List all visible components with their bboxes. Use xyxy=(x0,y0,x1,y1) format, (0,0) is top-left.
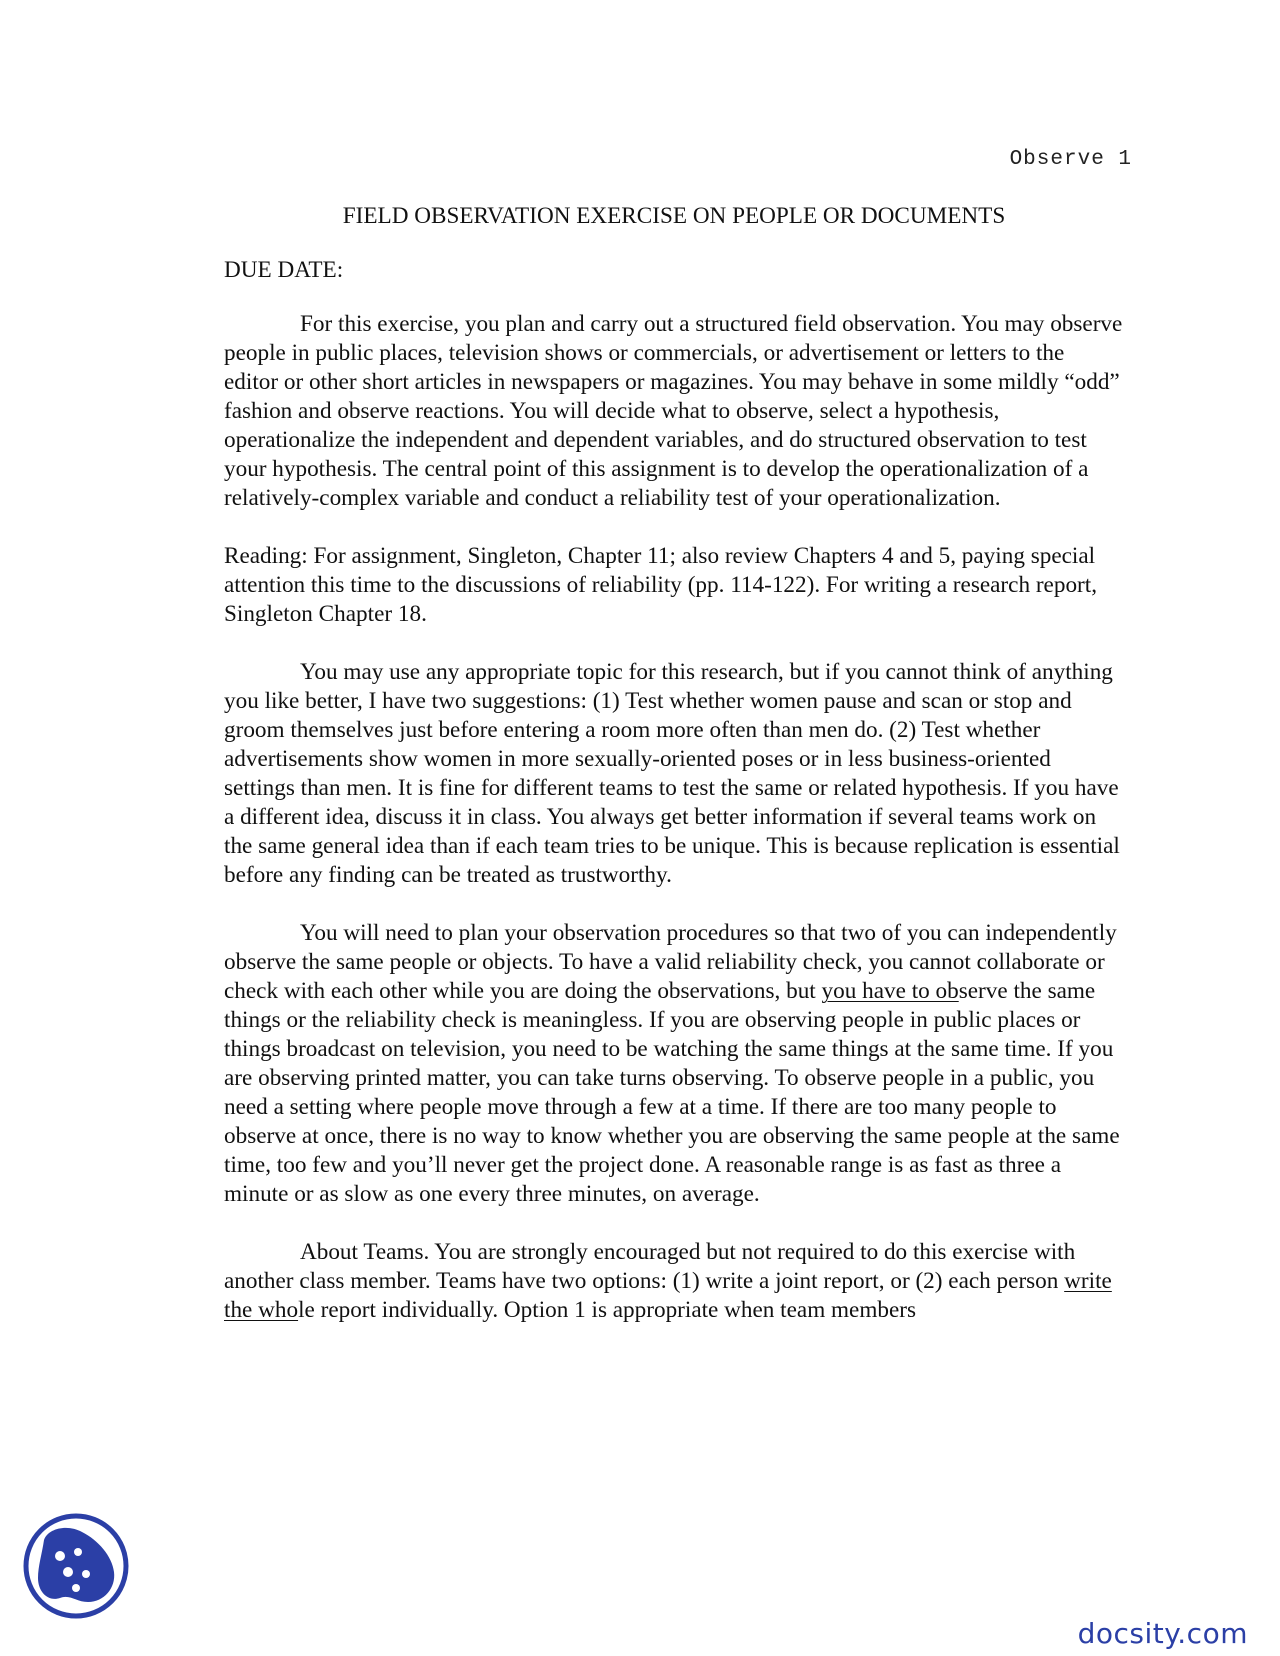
procedures-text-start: You will need to plan your observation procedures so that two of you can independently observe the same people or objects. To have a valid reliability check, you cannot collaborate or check with each other while you are doing the observations, but xyxy=(224,920,1117,1004)
document-title: FIELD OBSERVATION EXERCISE ON PEOPLE OR DOCUMENTS xyxy=(342,203,1006,229)
paragraph-intro: For this exercise, you plan and carry out a structured field observation. You may observe people in public places, television shows or commercials, or advertisement or letters to the editor or other short articles in newspapers or magazines. You may behave in some mildly “odd” fashion and observe reactions. You will decide what to observe, select a hypothesis, operationalize the independent and dependent variables, and do structured observation to test your hypothesis. The central point of this assignment is to develop the operationalization of a relatively-complex variable and conduct a reliability test of your operationalization. xyxy=(224,311,1123,511)
paragraph-topics: You may use any appropriate topic for this research, but if you cannot think of anything you like better, I have two suggestions: (1) Test whether women pause and scan or stop and groom themselves just before entering a room more often than men do. (2) Test whether advertisements show women in more sexually-oriented poses or in less business-oriented settings than men. It is fine for different teams to test the same or related hypothesis. If you have a different idea, discuss it in class. You always get better information if several teams work on the same general idea than if each team tries to be unique. This is because replication is essential before any finding can be treated as trustworthy. xyxy=(224,659,1120,888)
paragraph-procedures xyxy=(224,919,1124,1209)
procedures-text-end: serve the same things or the reliability check is meaningless. If you are observing people in public places or things broadcast on television, you need to be watching the same things at the same time. If you are observing printed matter, you can take turns observing. To observe people in a public, you need a setting where people move through a few at a time. If there are too many people to observe at once, there is no way to know whether you are observing the same people at the same time, too few and you’ll never get the project done. A reasonable range is as fast as three a minute or as slow as one every three minutes, on average. xyxy=(224,978,1120,1207)
brand-watermark[interactable]: docsity.com xyxy=(1077,1617,1248,1650)
docsity-logo-icon[interactable] xyxy=(20,1510,132,1622)
paragraph-teams xyxy=(224,1238,1124,1325)
running-head: Observe 1 xyxy=(1009,148,1132,171)
procedures-underlined-text: you have to ob xyxy=(821,978,959,1004)
teams-underlined-text: write the who xyxy=(224,1268,1112,1323)
document-body xyxy=(224,202,1124,1354)
paragraph-reading: Reading: For assignment, Singleton, Chapter 11; also review Chapters 4 and 5, paying special attention this time to the discussions of reliability (pp. 114-122). For writing a research report, Singleton Chapter 18. xyxy=(224,543,1097,627)
teams-text-start: About Teams. You are strongly encouraged but not required to do this exercise with another class member. Teams have two options: (1) write a joint report, or (2) each person xyxy=(224,1239,1076,1294)
teams-text-end: le report individually. Option 1 is appropriate when team members xyxy=(298,1297,917,1323)
due-date-label: DUE DATE: xyxy=(224,257,344,283)
